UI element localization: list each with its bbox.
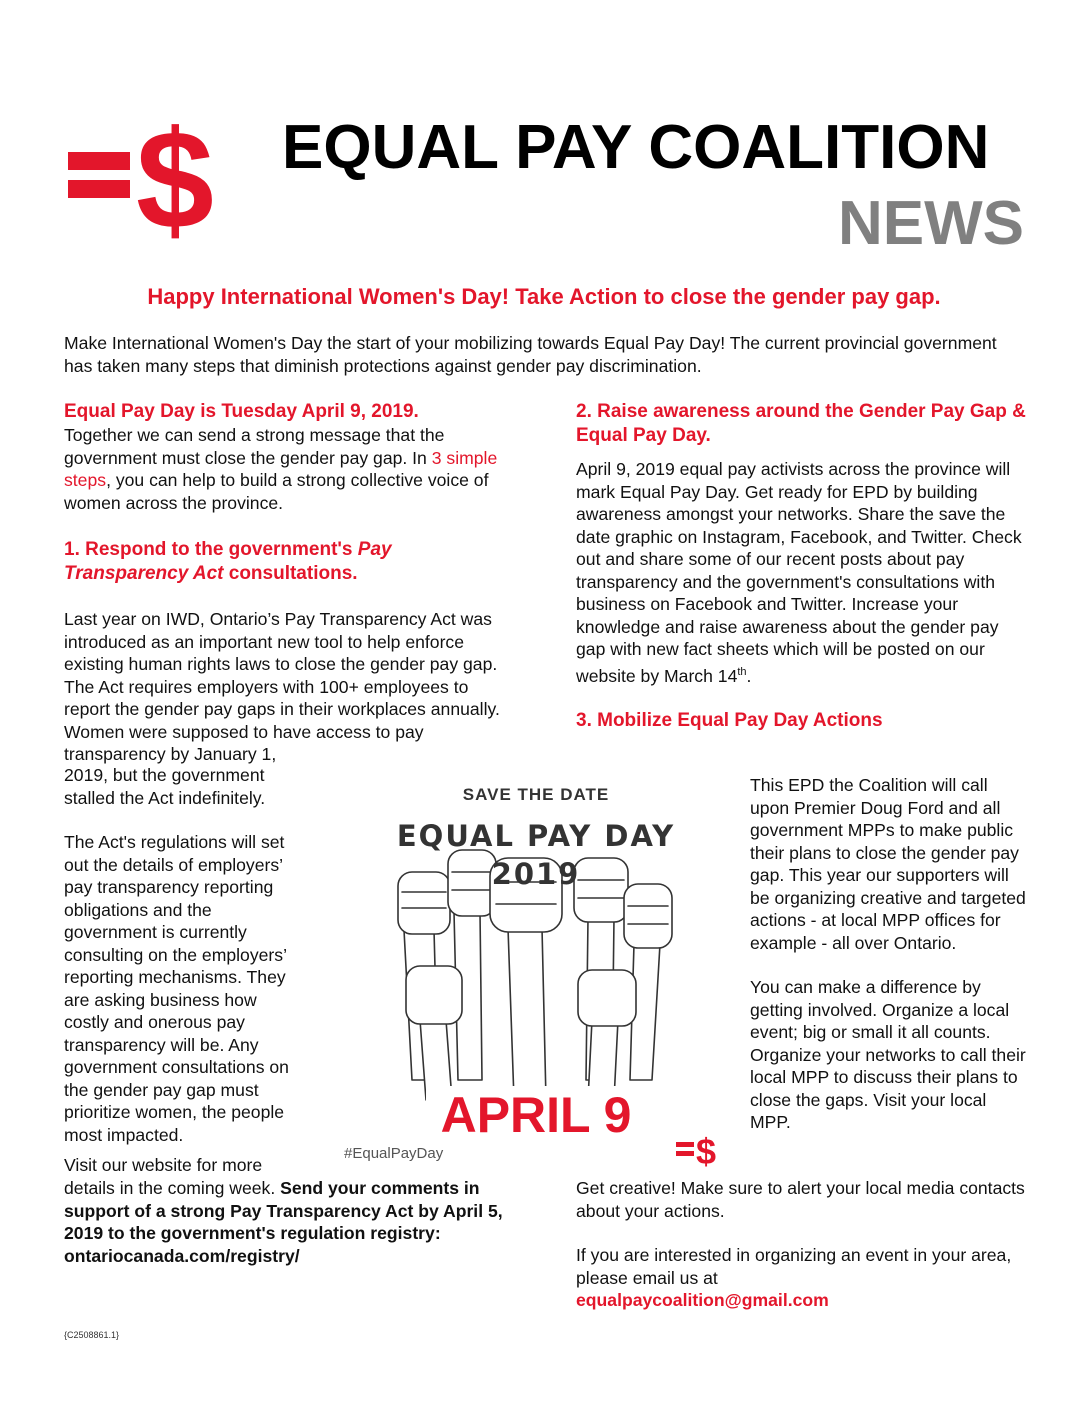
right-column-narrow [750,774,1028,1134]
step1-paragraph-1: Last year on IWD, Ontario’s Pay Transparency Act was introduced as an important new tool to help enforce existing human rights laws to close the gender pay gap. The Act requires employers with 100+ employees to report the gender pay gaps in their workplaces annually. Women were supposed to have access to pay transparency by January 1, [64,609,500,764]
coalition-logo [68,118,228,242]
right-column-bottom [576,1177,1026,1312]
left-column-narrow [64,764,304,1177]
step3-paragraph-3: Get creative! Make sure to alert your local media contacts about your actions. [576,1178,1025,1221]
step1-paragraph-1-end: 2019, but the government stalled the Act indefinitely. [64,765,266,808]
step3-paragraph-2: You can make a difference by getting involved. Organize a local event; big or small it all counts. Organize your networks to call their local MPP to discuss their plans to close the gaps. Visit your local MPP. [750,977,1026,1132]
left-column-bottom [64,1177,514,1267]
poster-title: EQUAL PAY DAY [396,819,676,853]
newsletter-subtitle: NEWS [838,189,1024,258]
poster-year: 2019 [491,857,581,891]
step3-heading: 3. Mobilize Equal Pay Day Actions [576,709,883,731]
epd-heading: Equal Pay Day is Tuesday April 9, 2019. [64,401,419,422]
simple-steps-link[interactable]: 3 simple steps [64,447,498,490]
headline: Happy International Women's Day! Take Action to close the gender pay gap. [147,284,941,309]
document-code: {C2508861.1} [64,1330,120,1340]
right-column-top [576,400,1026,733]
step2-paragraph: April 9, 2019 equal pay activists across the province will mark Equal Pay Day. Get ready for EPD by building awareness amongst your networks. Share the save the date graphic on Instagram, Facebook, and Twitter. Check out and share some of our recent posts about pay transparency and the government's consultations with business on Facebook and Twitter. Increase your knowledge and raise awareness about the gender pay gap with new fact sheets which will be posted on our website by March 14th. [576,459,1022,686]
step1-paragraph-3-start: Visit our website for more [64,1155,263,1175]
step3-paragraph-4: If you are interested in organizing an event in your area, please email us at [576,1245,1012,1288]
poster-hashtag: #EqualPayDay [344,1145,444,1162]
step1-paragraph-3: details in the coming week. Send your comments in support of a strong Pay Transparency Act by April 5, 2019 to the government's regulation registry: ontariocanada.com/registry/ [64,1178,503,1266]
poster-logo [676,1131,716,1170]
step2-heading: 2. Raise awareness around the Gender Pay Gap & Equal Pay Day. [576,401,1026,446]
epd-paragraph: Together we can send a strong message that the government must close the gender pay gap. In 3 simple steps, you can help to build a strong collective voice of women across the province. [64,425,498,513]
newsletter-title: EQUAL PAY COALITION [282,113,990,182]
left-column-top [64,400,514,766]
step1-heading: 1. Respond to the government's Pay Transparency Act consultations. [64,539,392,584]
intro-paragraph: Make International Women's Day the start of your mobilizing towards Equal Pay Day! The current provincial government has taken many steps that diminish protections against gender pay discrimination. [64,333,997,376]
contact-email-link[interactable]: equalpaycoalition@gmail.com [576,1290,829,1310]
poster-date: APRIL 9 [440,1087,632,1143]
step1-paragraph-2: The Act's regulations will set out the details of employers’ pay transparency reporting obligations and the government is currently consulting on the employers’ reporting mechanisms. They are asking business how costly and onerous pay transparency will be. Any government consultations on the gender pay gap must prioritize women, the people most impacted. [64,832,289,1145]
poster-save-the-date: SAVE THE DATE [462,785,610,804]
save-the-date-poster [342,780,736,1170]
svg-text:$: $ [136,118,214,242]
svg-text:$: $ [696,1131,717,1170]
step3-paragraph-1: This EPD the Coalition will call upon Premier Doug Ford and all government MPPs to make public their plans to close the gender pay gap. This year our supporters will be organizing creative and targeted actions - at local MPP offices for example - all over Ontario. [750,775,1026,953]
